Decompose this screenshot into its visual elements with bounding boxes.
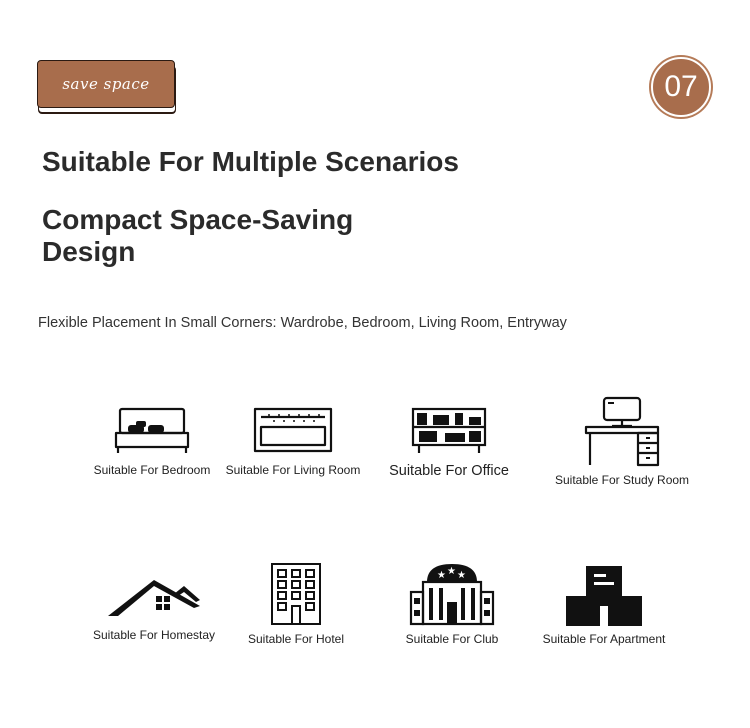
scenario-label: Suitable For Club [405, 632, 499, 646]
step-number: 07 [664, 70, 698, 103]
scenario-living-room [213, 405, 373, 477]
scenario-label: Suitable For Homestay [92, 628, 216, 642]
scenario-label: Suitable For Office [389, 463, 509, 479]
badge-label: save space [62, 75, 150, 93]
scenario-label: Suitable For Bedroom [93, 463, 211, 477]
scenario-label: Suitable For Study Room [554, 473, 690, 487]
scenario-label: Suitable For Apartment [542, 632, 666, 646]
scenario-homestay [74, 576, 234, 642]
scenario-bedroom [72, 405, 232, 477]
scenario-hotel [216, 562, 376, 646]
office-cabinet-icon [409, 405, 489, 457]
sofa-icon [253, 405, 333, 457]
scenario-study-room [542, 395, 702, 487]
description: Flexible Placement In Small Corners: Wardrobe, Bedroom, Living Room, Entryway [38, 315, 567, 331]
scenario-office [369, 405, 529, 479]
bed-icon [112, 405, 192, 457]
subheadline: Compact Space-Saving Design [42, 204, 354, 267]
step-number-badge [651, 57, 711, 117]
study-desk-icon [582, 395, 662, 467]
hotel-building-icon [266, 562, 326, 626]
svg-text:★: ★ [457, 570, 466, 581]
scenario-apartment [524, 562, 684, 646]
scenario-club [372, 562, 532, 646]
house-roof-icon [104, 576, 204, 622]
svg-text:★: ★ [447, 566, 456, 577]
svg-text:★: ★ [437, 570, 446, 581]
scenario-label: Suitable For Living Room [225, 463, 361, 477]
club-building-icon [409, 562, 495, 626]
headline: Suitable For Multiple Scenarios [42, 146, 459, 177]
apartment-building-icon [564, 562, 644, 626]
scenario-label: Suitable For Hotel [247, 632, 345, 646]
save-space-badge [37, 60, 175, 108]
